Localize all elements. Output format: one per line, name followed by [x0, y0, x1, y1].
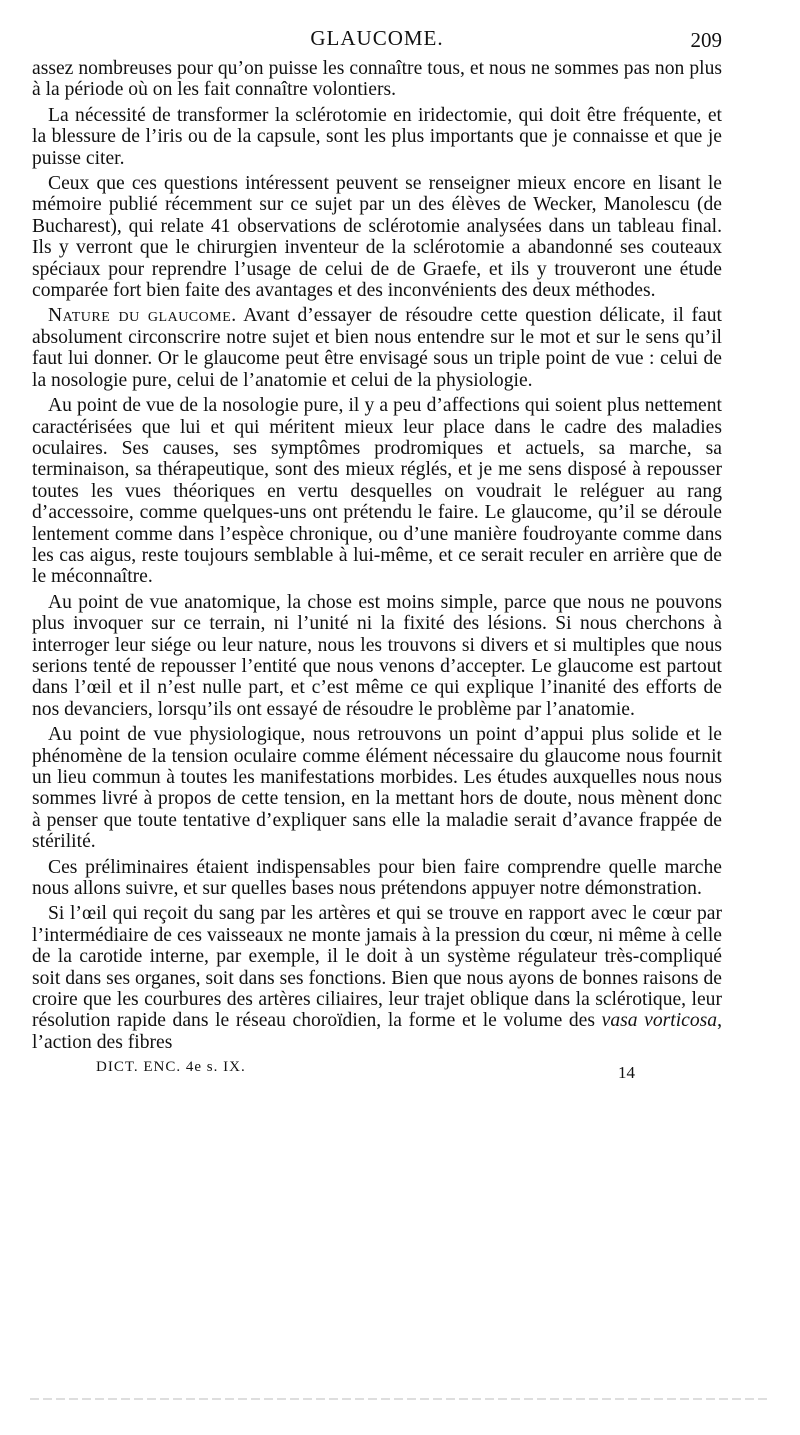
page-number: 209	[690, 28, 722, 52]
page	[32, 26, 722, 1089]
body-text	[32, 58, 722, 1053]
page-footer	[32, 1059, 722, 1089]
bleed-through-line	[30, 1398, 770, 1400]
paragraph-anatomique: Au point de vue anatomique, la chose est moins simple, parce que nous ne pouvons plus invoquer sur ce terrain, ni l’unité ni la fixité des lésions. Si nous cherchons à interroger leur siége ou leur nature, nous les trouvons si divers et si multiples que nous serions tenté de repousser l’entité que nous venons d’accepter. Le glaucome est partout dans l’œil et il n’est nulle part, et c’est même ce qui explique l’inanité des efforts de nos devanciers, lorsqu’ils ont essayé de résoudre le problème par l’anatomie.	[32, 591, 722, 720]
running-title: GLAUCOME.	[310, 26, 444, 50]
oeil-text-italic: vasa vorticosa	[601, 1010, 718, 1032]
oeil-text-end: , l’action des fibres	[32, 1010, 722, 1053]
paragraph-nosologie: Au point de vue de la nosologie pure, il y a peu d’affections qui soient plus nettement caractérisées que lui et qui méritent mieux leur place dans le cadre des maladies oculaires. Ses causes, ses symptômes prodromiques et actuels, sa marche, sa terminaison, sa thérapeutique, sont des mieux réglés, et je me sens disposé à repousser toutes les vues théoriques en vertu desquelles on voudrait le reléguer au rang d’accessoire, comme quelques-uns ont prétendu le faire. Le glaucome, qu’il se déroule lentement comme dans l’espèce chronique, ou d’une manière foudroyante comme dans les cas aigus, reste toujours semblable à lui-même, et ce serait reculer en arrière que de le méconnaître.	[32, 395, 722, 588]
paragraph-oeil	[32, 903, 722, 1053]
page-header	[32, 26, 722, 58]
paragraph-memoire: Ceux que ces questions intéressent peuvent se renseigner mieux encore en lisant le mémoire publié récemment sur ce sujet par un des élèves de Wecker, Manolescu (de Bucharest), qui relate 41 observations de sclérotomie analysées dans un tableau final. Ils y verront que le chirurgien inventeur de la sclérotomie a abandonné ses couteaux spéciaux pour reprendre l’usage de celui de de Graefe, et ils y trouveront une étude comparée fort bien faite des avantages et des inconvénients des deux méthodes.	[32, 173, 722, 302]
paragraph-preliminaires: Ces préliminaires étaient indispensables pour bien faire comprendre quelle marche nous allons suivre, et sur quelles bases nous prétendons appuyer notre démonstration.	[32, 856, 722, 900]
sheet-number: 14	[618, 1063, 635, 1083]
section-heading-nature: Nature du glaucome.	[48, 305, 237, 327]
printer-signature: DICT. ENC. 4e s. IX.	[96, 1059, 246, 1076]
paragraph-continuation: assez nombreuses pour qu’on puisse les connaître tous, et nous ne sommes pas non plus à la période où on les fait connaître volontiers.	[32, 58, 722, 101]
paragraph-physiologique: Au point de vue physiologique, nous retrouvons un point d’appui plus solide et le phénomène de la tension oculaire comme élément nécessaire du glaucome nous fournit un lieu commun à toutes les manifestations morbides. Les études auxquelles nous nous sommes livré à propos de cette tension, en la mettant hors de doute, nous mènent donc à penser que toute tentative d’expliquer sans elle la maladie serait d’avance frappée de stérilité.	[32, 724, 722, 853]
paragraph-nature	[32, 305, 722, 391]
paragraph-iridectomie: La nécessité de transformer la sclérotomie en iridectomie, qui doit être fréquente, et la blessure de l’iris ou de la capsule, sont les plus importants que je connaisse et que je puisse citer.	[32, 104, 722, 169]
oeil-text-start: Si l’œil qui reçoit du sang par les artères et qui se trouve en rapport avec le cœur par l’intermédiaire de ces vaisseaux ne monte jamais à la pression du cœur, ni même à celle de la carotide interne, par exemple, il le doit à un système régulateur très-compliqué soit dans ses organes, soit dans ses fonctions. Bien que nous ayons de bonnes raisons de croire que les courbures des artères ciliaires, leur trajet oblique dans la sclérotique, leur résolution rapide dans le réseau choroïdien, la forme et le volume des	[32, 903, 722, 1032]
nature-text: Avant d’essayer de résoudre cette question délicate, il faut absolument circonscrire notre sujet et bien nous entendre sur le mot et sur le sens qu’il faut lui donner. Or le glaucome peut être envisagé sous un triple point de vue : celui de la nosologie pure, celui de l’anatomie et celui de la physiologie.	[32, 305, 722, 391]
